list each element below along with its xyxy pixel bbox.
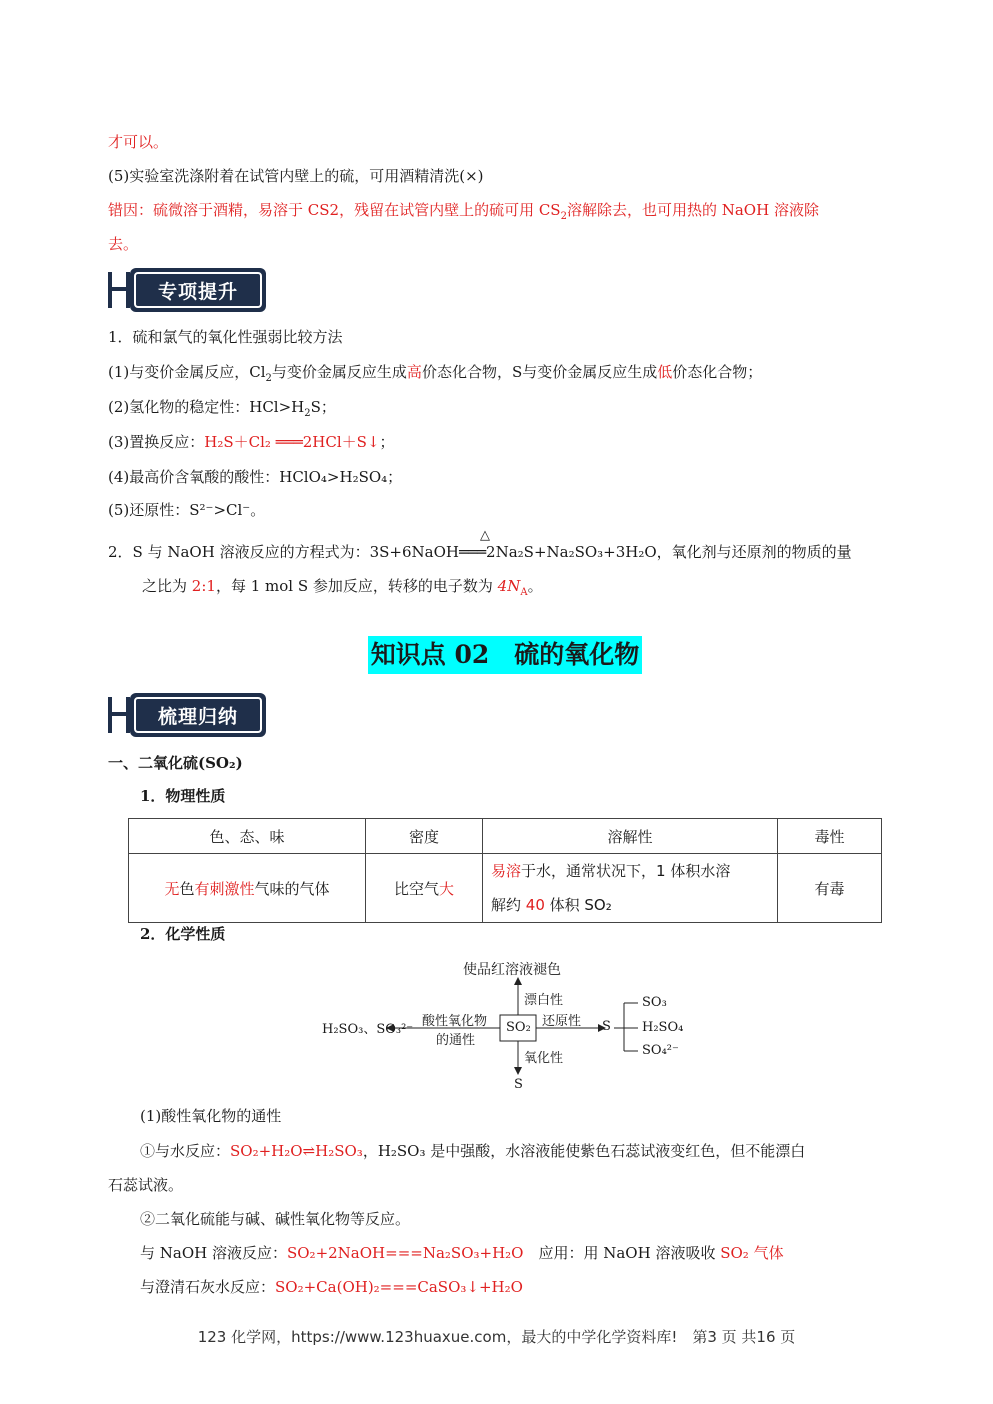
diagram-top-label: 使品红溶液褪色 xyxy=(463,962,561,978)
section-c-p1: (1)酸性氧化物的通性 xyxy=(140,1107,282,1125)
section-b-sub-1: 1．物理性质 xyxy=(140,787,226,805)
section-banner-special xyxy=(108,268,266,312)
banner-bracket-icon xyxy=(108,697,130,733)
section-c-p6: 与澄清石灰水反应：SO₂+Ca(OH)₂===CaSO₃↓+H₂O xyxy=(140,1278,523,1296)
section-a-title: 1．硫和氯气的氧化性强弱比较方法 xyxy=(108,328,343,346)
physical-properties-table xyxy=(128,818,882,923)
diagram-product-so3: SO₃ xyxy=(642,995,667,1010)
diagram-reducing-label: 还原性 xyxy=(542,1014,582,1029)
diagram-acid-oxide-label: 酸性氧化物 xyxy=(422,1014,488,1029)
table-cell-density: 比空气大 xyxy=(366,854,483,923)
table-cell-solubility: 易溶于水，通常状况下，1 体积水溶 解约 40 体积 SO₂ xyxy=(483,854,778,923)
banner-label: 专项提升 xyxy=(134,272,262,308)
section-c-p4: ②二氧化硫能与碱、碱性氧化物等反应。 xyxy=(140,1210,411,1228)
table-row xyxy=(129,854,882,923)
section-a-item-1: (1)与变价金属反应，$Cl_2$与变价金属反应生成高价态化合物，S与变价金属反应生成低价态化合物； xyxy=(108,363,763,384)
diagram-product-so4: SO₄²⁻ xyxy=(642,1043,679,1058)
banner-label: 梳理归纳 xyxy=(134,697,262,733)
diagram-oxidizing-label: 氧化性 xyxy=(524,1051,564,1066)
table-header: 溶解性 xyxy=(483,819,778,854)
banner-bracket-icon xyxy=(108,272,130,308)
diagram-right-s: S xyxy=(602,1019,611,1034)
section-c-p2: ①与水反应：SO₂+H₂O⇌H₂SO₃，H₂SO₃ 是中强酸，水溶液能使紫色石蕊试液变红色，但不能漂白 xyxy=(140,1142,806,1160)
section-b-title: 一、二氧化硫(SO₂) xyxy=(108,754,243,772)
diagram-center-so2: SO₂ xyxy=(506,1020,531,1035)
heat-symbol: △ xyxy=(480,528,490,543)
intro-line-1: 才可以。 xyxy=(108,133,169,151)
table-cell-appearance: 无色有刺激性气味的气体 xyxy=(129,854,366,923)
diagram-left-products: H₂SO₃、SO₃²⁻ xyxy=(322,1022,414,1037)
diagram-product-h2so4: H₂SO₄ xyxy=(642,1020,684,1035)
section-a-q2-line-2: 之比为 2:1，每 1 mol S 参加反应，转移的电子数为 $4N_A$。 xyxy=(142,577,543,598)
diagram-bottom-s: S xyxy=(514,1077,523,1092)
section-a-item-5: (5)还原性：S²⁻>Cl⁻。 xyxy=(108,501,266,519)
section-c-p5: 与 NaOH 溶液反应：SO₂+2NaOH===Na₂SO₃+H₂O 应用：用 NaOH 溶液吸收 SO₂ 气体 xyxy=(140,1244,784,1262)
diagram-acid-oxide-label-2: 的通性 xyxy=(436,1033,476,1048)
knowledge-point-title: 知识点 02 硫的氧化物 xyxy=(368,636,642,674)
diagram-bleach-label: 漂白性 xyxy=(524,993,564,1008)
page-footer: 123 化学网，https://www.123huaxue.com，最大的中学化学资料库! 第3 页 共16 页 xyxy=(197,1328,796,1346)
section-a-item-4: (4)最高价含氧酸的酸性：HClO₄>H₂SO₄； xyxy=(108,468,403,486)
table-header: 毒性 xyxy=(778,819,882,854)
section-c-p3: 石蕊试液。 xyxy=(108,1176,184,1194)
table-header: 色、态、味 xyxy=(129,819,366,854)
table-header: 密度 xyxy=(366,819,483,854)
table-cell-toxicity: 有毒 xyxy=(778,854,882,923)
table-header-row xyxy=(129,819,882,854)
section-banner-summary xyxy=(108,693,266,737)
intro-line-3: 错因：硫微溶于酒精，易溶于 CS2，残留在试管内壁上的硫可用 $CS_2$溶解除去，也可用热的 NaOH 溶液除 xyxy=(108,201,819,222)
section-b-sub-2: 2．化学性质 xyxy=(140,925,226,943)
intro-line-4: 去。 xyxy=(108,235,139,253)
so2-property-diagram xyxy=(318,955,698,1095)
section-a-q2-line-1: 2．S 与 NaOH 溶液反应的方程式为：3S+6NaOH═══2Na₂S+Na₂SO₃+3H₂O，氧化剂与还原剂的物质的量 xyxy=(108,543,852,561)
section-a-item-3: (3)置换反应：H₂S＋Cl₂ ═══2HCl＋S↓； xyxy=(108,433,395,451)
section-a-item-2: (2)氢化物的稳定性：$HCl>H_2S$； xyxy=(108,398,336,419)
intro-line-2: (5)实验室洗涤附着在试管内壁上的硫，可用酒精清洗(×) xyxy=(108,167,484,185)
